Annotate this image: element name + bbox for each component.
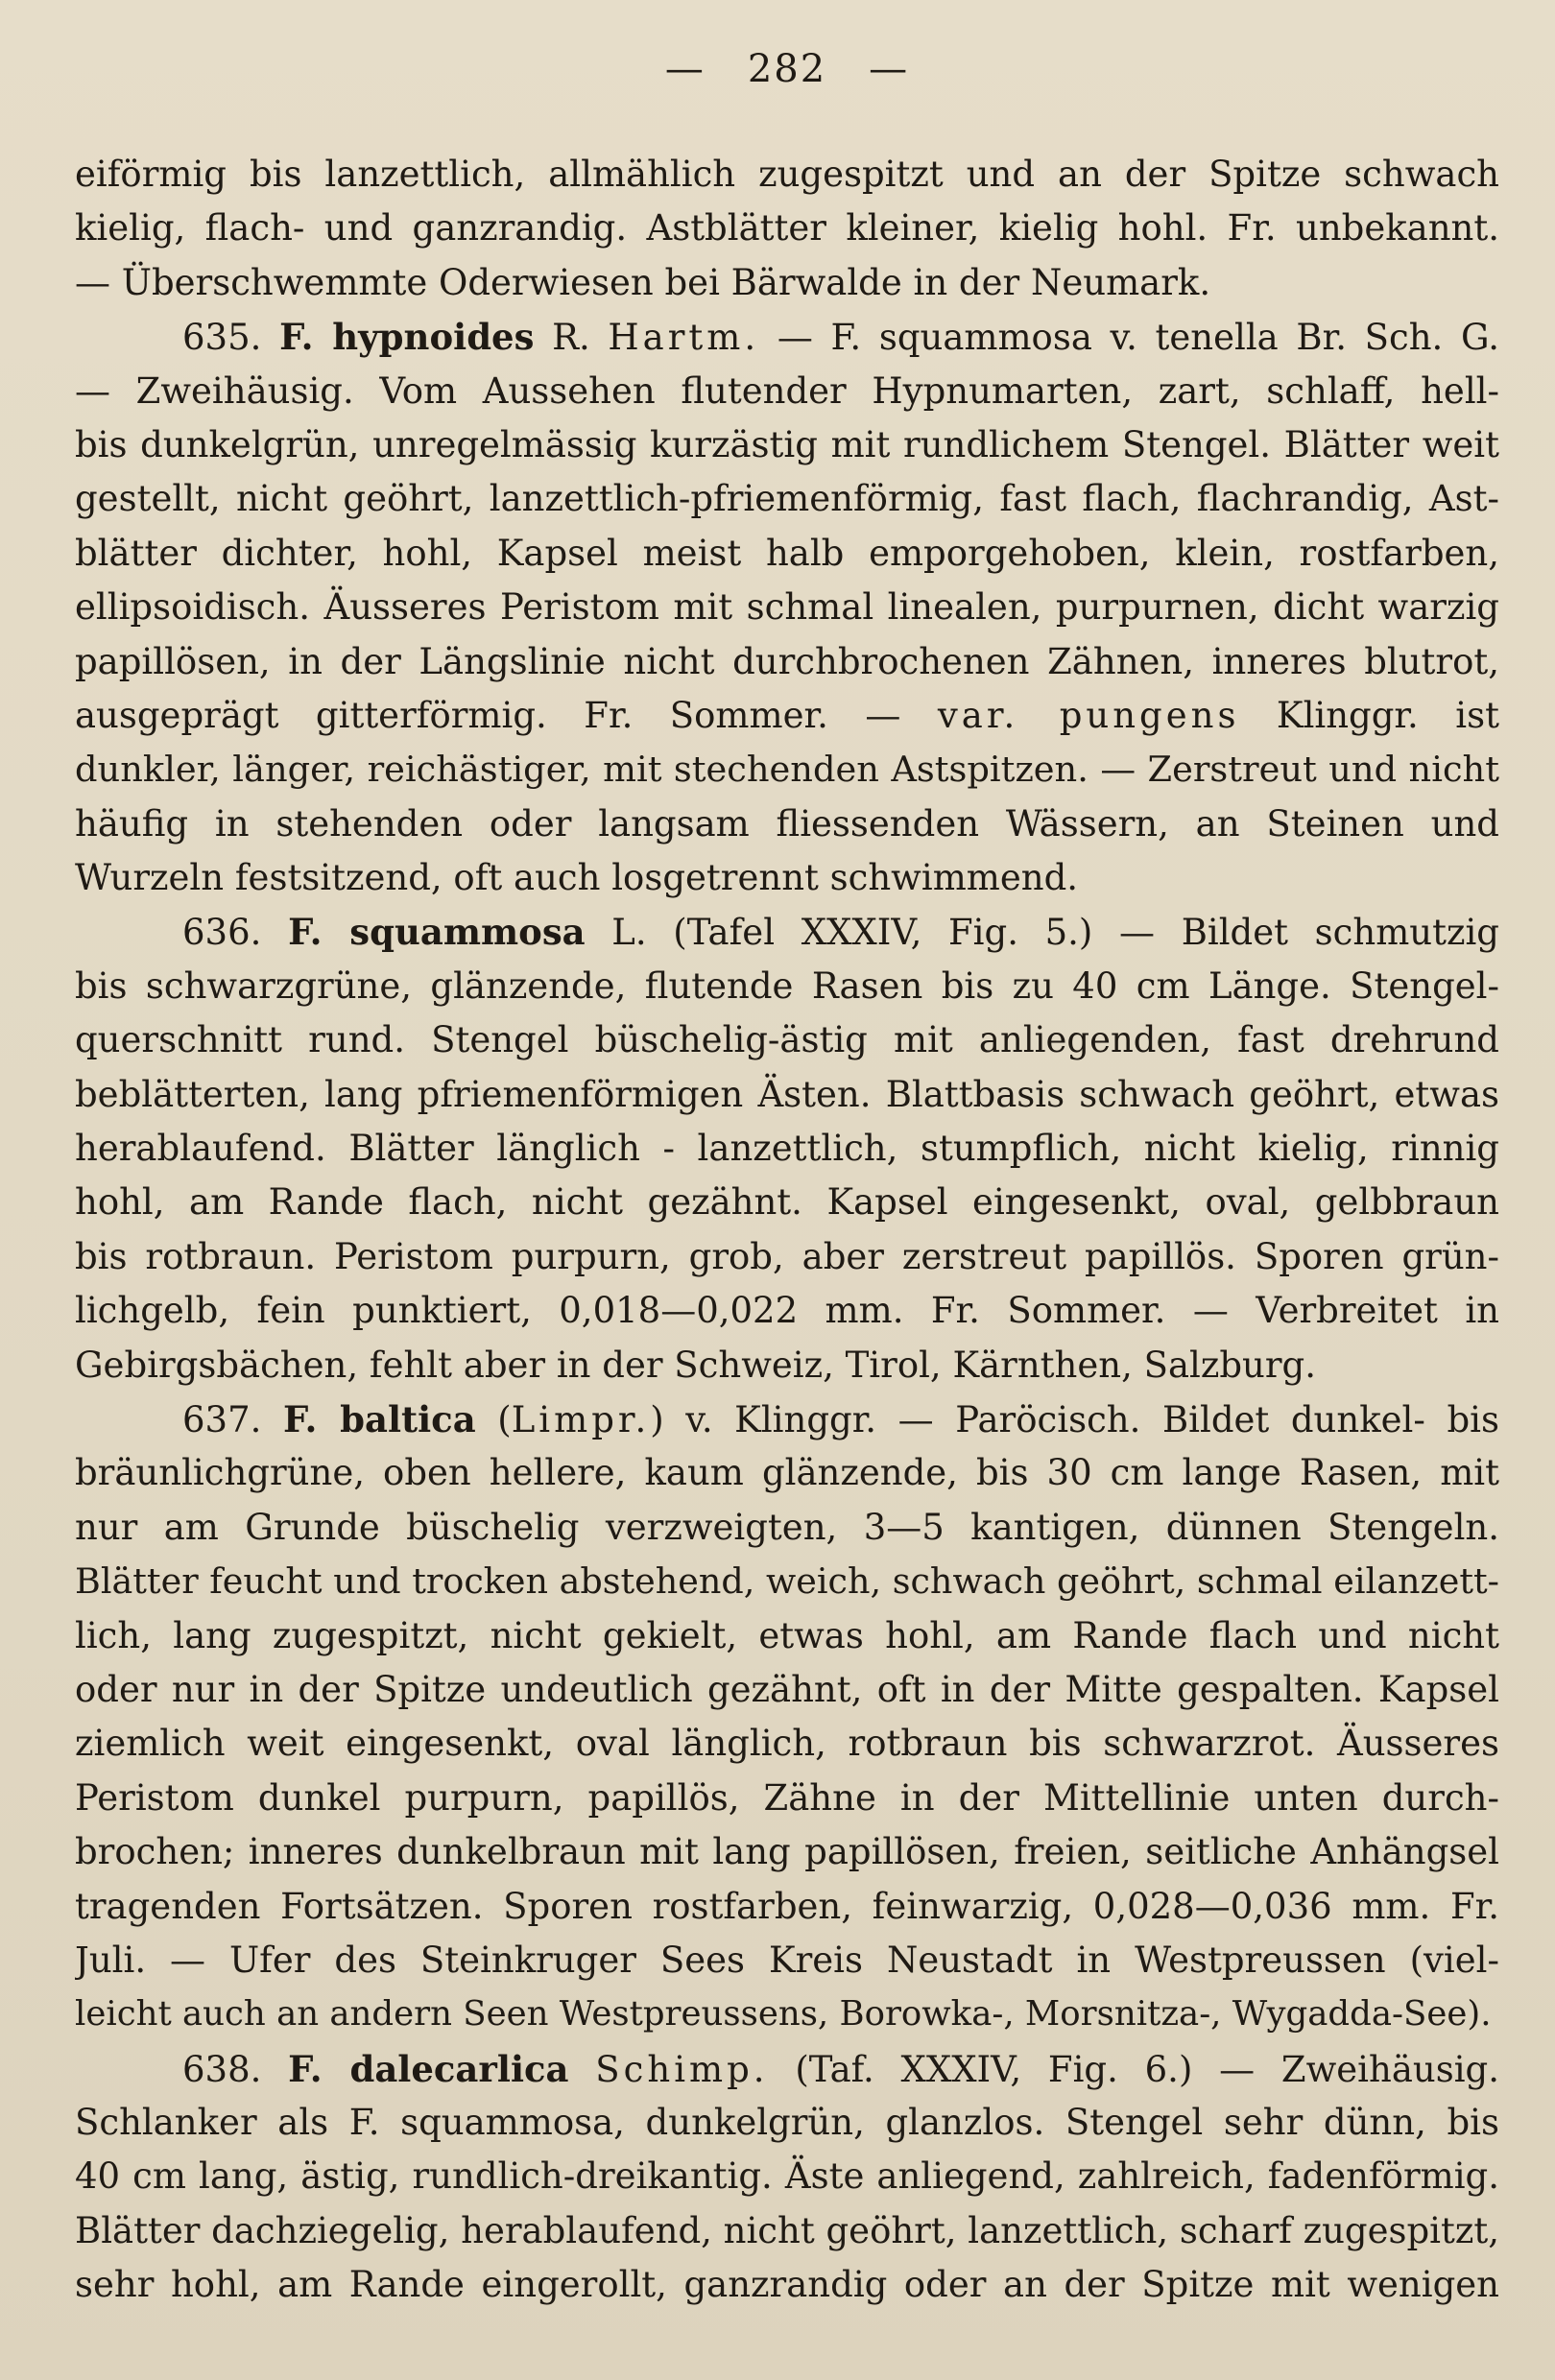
text-segment: tragenden Fortsätzen. Sporen rostfarben, feinwarzig, 0,028—0,036 mm. Fr. [75, 1885, 1499, 1927]
text-line [75, 365, 1499, 418]
text-line [75, 1825, 1499, 1879]
text-line [75, 743, 1499, 797]
text-segment: oder nur in der Spitze undeutlich gezähnt, oft in der Mitte gespalten. Kapsel [75, 1668, 1499, 1710]
entry-first-line [75, 310, 1499, 364]
text-line [75, 1068, 1499, 1122]
text-line [75, 1339, 1499, 1392]
author-name: var. pungens [937, 694, 1240, 736]
text-segment: häufig in stehenden oder langsam fliessenden Wässern, an Steinen und [75, 802, 1499, 845]
text-line [75, 2096, 1499, 2150]
text-line [75, 472, 1499, 526]
text-line [75, 2150, 1499, 2203]
text-segment: — Überschwemmte Oderwiesen bei Bärwalde in der Neumark. [75, 261, 1211, 303]
text-line [75, 1284, 1499, 1338]
text-line [75, 2258, 1499, 2312]
text-segment: R. [534, 317, 609, 359]
author-name: Limpr. [511, 1398, 651, 1440]
text-segment: kielig, flach- und ganzrandig. Astblätter kleiner, kielig hohl. Fr. unbekannt. [75, 207, 1499, 250]
page-number [75, 46, 1499, 92]
text-line [75, 2204, 1499, 2258]
text-line [75, 1609, 1499, 1663]
text-line [75, 418, 1499, 472]
text-segment: hohl, am Rande flach, nicht gezähnt. Kapsel eingesenkt, oval, gelbbraun [75, 1181, 1499, 1224]
text-segment: Wurzeln festsitzend, oft auch losgetrennt schwimmend. [75, 857, 1079, 899]
text-segment: bis dunkelgrün, unregelmässig kurzästig mit rundlichem Stengel. Blätter weit [75, 423, 1499, 465]
species-name: F. baltica [282, 1397, 476, 1440]
text-segment: 40 cm lang, ästig, rundlich-dreikantig. Äste anliegend, zahlreich, fadenförmig. [75, 2155, 1499, 2198]
text-line [75, 1663, 1499, 1717]
text-segment: querschnitt rund. Stengel büschelig-ästig mit anliegenden, fast drehrund [75, 1019, 1499, 1061]
text-line [75, 1717, 1499, 1771]
text-segment: 638. [182, 2048, 289, 2090]
author-name: Hartm. [608, 317, 760, 359]
body-text [75, 148, 1499, 2313]
text-line [75, 581, 1499, 634]
text-line [75, 1934, 1499, 1987]
text-segment: bis schwarzgrüne, glänzende, flutende Rasen bis zu 40 cm Länge. Stengel- [75, 964, 1499, 1007]
text-segment: 636. [182, 912, 289, 954]
species-name: F. dalecarlica [288, 2047, 569, 2090]
page-number-dash-right: — [869, 47, 910, 91]
text-line [75, 797, 1499, 851]
text-line [75, 1501, 1499, 1555]
text-line [75, 1230, 1499, 1284]
text-segment: Blätter feucht und trocken abstehend, weich, schwach geöhrt, schmal eilanzett- [75, 1560, 1499, 1603]
text-segment: Blätter dachziegelig, herablaufend, nicht geöhrt, lanzettlich, scharf zugespitzt, [75, 2209, 1499, 2251]
text-line [75, 256, 1499, 310]
text-segment: — F. squammosa v. tenella Br. Sch. G. [759, 317, 1499, 359]
entry-first-line [75, 1392, 1499, 1446]
text-segment: sehr hohl, am Rande eingerollt, ganzrandig oder an der Spitze mit wenigen [75, 2264, 1499, 2306]
text-segment: herablaufend. Blätter länglich - lanzettlich, stumpflich, nicht kielig, rinnig [75, 1128, 1499, 1170]
page-number-value: 282 [747, 47, 827, 91]
text-segment: ) v. Klinggr. — Paröcisch. Bildet dunkel- bis [650, 1398, 1499, 1440]
text-segment: nur am Grunde büschelig verzweigten, 3—5 kantigen, dünnen Stengeln. [75, 1506, 1499, 1548]
text-segment: bräunlichgrüne, oben hellere, kaum glänzende, bis 30 cm lange Rasen, mit [75, 1452, 1499, 1494]
text-segment: 635. [182, 317, 280, 359]
text-line [75, 527, 1499, 581]
text-segment [569, 2049, 596, 2090]
text-segment: (Taf. XXXIV, Fig. 6.) — Zweihäusig. [768, 2048, 1499, 2090]
text-segment: lich, lang zugespitzt, nicht gekielt, etwas hohl, am Rande flach und nicht [75, 1614, 1499, 1656]
text-segment: Schlanker als F. squammosa, dunkelgrün, glanzlos. Stengel sehr dünn, bis [75, 2102, 1499, 2144]
entry-first-line [75, 2042, 1499, 2096]
text-segment: eiförmig bis lanzettlich, allmählich zugespitzt und an der Spitze schwach [75, 154, 1499, 195]
text-line [75, 635, 1499, 689]
text-segment: bis rotbraun. Peristom purpurn, grob, aber zerstreut papillös. Sporen grün- [75, 1235, 1499, 1277]
text-segment: ziemlich weit eingesenkt, oval länglich, rotbraun bis schwarzrot. Äusseres [75, 1723, 1499, 1765]
species-name: F. hypnoides [279, 316, 535, 359]
text-segment: gestellt, nicht geöhrt, lanzettlich-pfriemenförmig, fast flach, flachrandig, Ast- [75, 478, 1499, 520]
species-name: F. squammosa [288, 911, 586, 954]
text-segment: L. (Tafel XXXIV, Fig. 5.) — Bildet schmutzig [585, 912, 1499, 954]
text-segment: ( [475, 1398, 512, 1440]
text-segment: Peristom dunkel purpurn, papillös, Zähne in der Mittellinie unten durch- [75, 1776, 1499, 1819]
text-line [75, 148, 1499, 202]
text-line [75, 1772, 1499, 1825]
text-line [75, 960, 1499, 1013]
text-line [75, 851, 1499, 905]
text-segment: lichgelb, fein punktiert, 0,018—0,022 mm. Fr. Sommer. — Verbreitet in [75, 1290, 1499, 1332]
text-segment: dunkler, länger, reichästiger, mit stechenden Astspitzen. — Zerstreut und nicht [75, 749, 1499, 791]
text-segment: Klinggr. ist [1239, 694, 1499, 736]
text-segment: Juli. — Ufer des Steinkruger Sees Kreis Neustadt in Westpreussen (viel- [75, 1939, 1499, 1981]
text-segment: leicht auch an andern Seen Westpreussens, Borowka-, Morsnitza-, Wygadda-See). [75, 1994, 1492, 2035]
text-line [75, 1446, 1499, 1500]
text-segment: brochen; inneres dunkelbraun mit lang papillösen, freien, seitliche Anhängsel [75, 1831, 1499, 1873]
text-segment: — Zweihäusig. Vom Aussehen flutender Hypnumarten, zart, schlaff, hell- [75, 369, 1499, 412]
text-line [75, 1176, 1499, 1229]
text-line [75, 1555, 1499, 1608]
text-line [75, 1122, 1499, 1176]
text-segment: papillösen, in der Längslinie nicht durchbrochenen Zähnen, inneres blutrot, [75, 640, 1499, 682]
text-line [75, 689, 1499, 743]
entry-first-line [75, 905, 1499, 959]
text-segment: ellipsoidisch. Äusseres Peristom mit schmal linealen, purpurnen, dicht warzig [75, 586, 1499, 629]
text-segment: ausgeprägt gitterförmig. Fr. Sommer. — [75, 694, 938, 736]
author-name: Schimp. [595, 2048, 769, 2090]
text-segment: blätter dichter, hohl, Kapsel meist halb emporgehoben, klein, rostfarben, [75, 532, 1499, 574]
text-segment: 637. [182, 1398, 283, 1440]
text-line [75, 202, 1499, 255]
text-segment: Gebirgsbächen, fehlt aber in der Schweiz, Tirol, Kärnthen, Salzburg. [75, 1344, 1316, 1386]
page-number-dash-left: — [664, 47, 706, 91]
text-line [75, 1013, 1499, 1067]
text-segment: beblätterten, lang pfriemenförmigen Ästen. Blattbasis schwach geöhrt, etwas [75, 1073, 1499, 1115]
text-line [75, 1987, 1499, 2041]
text-line [75, 1880, 1499, 1934]
